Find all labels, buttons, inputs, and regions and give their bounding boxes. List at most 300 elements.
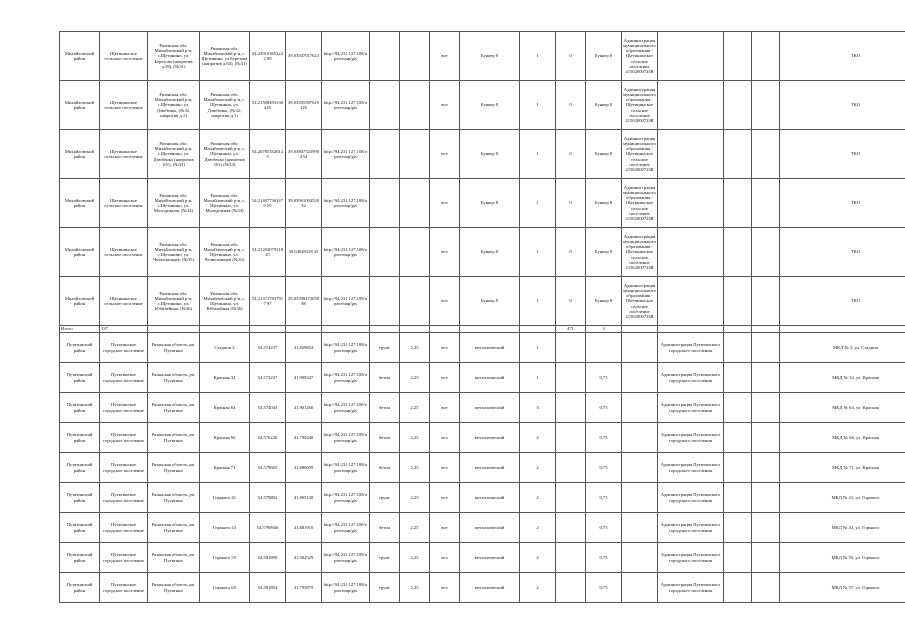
cell-street: Горького 55 [200,543,250,573]
cell-bunker: Бункер 8 [460,179,520,228]
cell-url: http://94.231.127.108/open-map/gis [322,543,370,573]
cell-material: металлический [460,513,520,543]
cell-addr: МКД № 57, ул. Горького [780,573,905,603]
cell-blank1 [370,179,400,228]
cell-addr: МКД № 71, ул. Красная [780,453,905,483]
cell-url: http://94.231.127.108/open-map/gis [322,423,370,453]
cell-addr: МКД № 2, ул. Стадион [780,333,905,363]
cell-owner: Администрация Путятинского городского поселения [658,363,724,393]
cell-zero: 0 [556,130,586,179]
cell-district: Путятинский район [60,453,100,483]
cell-tko: ТКО [780,228,905,277]
cell-lat: 54,20785332012 5 [250,130,286,179]
cell-surface: грунт [370,543,400,573]
cell-count: 2 [520,483,556,513]
cell-surface: грунт [370,483,400,513]
total-zero: 3 [586,326,622,333]
table-row [60,543,905,573]
cell-area: 2,25 [400,423,430,453]
cell-addr: МКД № 66, ул. Красная [780,423,905,453]
cell-blank2 [400,228,430,277]
cell-street: Горького 41 [200,483,250,513]
cell-addr: МКД № 43, ул. Горького [780,513,905,543]
cell-lat: 54,574043 [250,393,286,423]
cell-empty [752,179,780,228]
cell-vol: 0,75 [586,483,622,513]
cell-empty [724,423,752,453]
cell-district: Михайловский район [60,130,100,179]
cell-blank1 [370,228,400,277]
cell-blank3 [658,81,724,130]
cell-district: Михайловский район [60,179,100,228]
cell-settlement: Щетининское сельское поселение [100,32,148,81]
cell-tko: ТКО [780,179,905,228]
cell-empty [622,393,658,423]
cell-lon: 41,886609 [286,453,322,483]
cell-type: все [430,423,460,453]
cell-surface: грунт [370,333,400,363]
cell-blank3 [658,32,724,81]
cell-url: http://94.231.127.108/open-map/gis [322,393,370,423]
cell-type: все [430,363,460,393]
cell-empty [752,277,780,326]
cell-empty [724,333,752,363]
cell-blank4 [724,179,752,228]
cell-count: 1 [520,363,556,393]
cell-url: http://94.231.127.108/open-map/gis [322,363,370,393]
cell-type: все [430,277,460,326]
cell-street: Красная 71 [200,453,250,483]
cell-lat: 54,581899 [250,543,286,573]
cell-district: Путятинский район [60,573,100,603]
section-mikhailovsky [60,32,905,326]
cell-lat: 54,578665 [250,453,286,483]
cell-vol [586,333,622,363]
cell-lat: 54,239103653222 89 [250,32,286,81]
cell-lon: 39,03505587619 125 [286,81,322,130]
cell-zero: 0 [556,81,586,130]
cell-district: Путятинский район [60,393,100,423]
cell-lon: 41,909347 [286,363,322,393]
cell-zero: 0 [556,277,586,326]
cell-empty [556,543,586,573]
cell-district: Путятинский район [60,333,100,363]
cell-area: 2,25 [400,513,430,543]
cell-settlement: Путятинское городское поселение [100,453,148,483]
cell-blank4 [724,81,752,130]
cell-empty [752,81,780,130]
table-row [60,333,905,363]
table-row [60,453,905,483]
cell-region: Рязанская область, рп. Путятино [148,513,200,543]
cell-lat: 54,572237 [250,363,286,393]
table-row [60,483,905,513]
cell-bunker2: Бункер 8 [586,228,622,277]
cell-settlement: Щетининское сельское поселение [100,81,148,130]
table-row [60,573,905,603]
cell-owner: Администрация муниципального образования - Щетининское сельское поселение 2150200072ЗЯ [622,277,658,326]
cell-count: 3 [520,393,556,423]
cell-count: 2 [520,513,556,543]
cell-url: http://94.231.127.108/open-map/gis [322,228,370,277]
cell-vol: 0,75 [586,393,622,423]
cell-address: Рязанская обл. Михайловский р-н, с.Щетинино, ул. Березова (напротив д.59), (№31) [148,32,200,81]
cell-empty [622,543,658,573]
cell-lon: 41,895138 [286,483,322,513]
table-row [60,130,905,179]
cell-empty [556,333,586,363]
cell-owner: Администрация муниципального образования - Щетининское сельское поселение 2150200072ЗЯ [622,32,658,81]
cell-lat: 54,5798946 [250,513,286,543]
cell-settlement: Путятинское городское поселение [100,513,148,543]
cell-bunker2: Бункер 8 [586,32,622,81]
cell-lat: 54,21203079318 25 [250,228,286,277]
cell-addr: МКД № 41, ул. Горького [780,483,905,513]
cell-vol: 0,75 [586,453,622,483]
total-label: Итого [60,326,100,333]
cell-street: Красная 34 [200,363,250,393]
cell-empty [724,543,752,573]
cell-count: 1 [520,81,556,130]
cell-owner: Администрация муниципального образования - Щетининское сельское поселение 2150200072ЗЯ [622,228,658,277]
cell-url: http://94.231.127.108/open-map/gis [322,81,370,130]
cell-lon: 39,03598473039 88 [286,277,322,326]
cell-district: Михайловский район [60,277,100,326]
cell-type: все [430,483,460,513]
cell-area: 2,25 [400,453,430,483]
cell-settlement: Щетининское сельское поселение [100,277,148,326]
cell-owner: Администрация Путятинского городского поселения [658,513,724,543]
cell-street: Стадион 2 [200,333,250,363]
cell-settlement: Путятинское городское поселение [100,393,148,423]
cell-empty [622,423,658,453]
table-row [60,513,905,543]
cell-bunker2: Бункер 8 [586,130,622,179]
cell-region: Рязанская область, рп. Путятино [148,543,200,573]
cell-count: 2 [520,423,556,453]
cell-empty [622,333,658,363]
cell-type: все [430,543,460,573]
cell-empty [622,483,658,513]
cell-lon: 41,829834 [286,333,322,363]
cell-settlement: Путятинское городское поселение [100,333,148,363]
cell-addr: МКД № 55, ул. Горького [780,543,905,573]
cell-address: Рязанская обл. Михайловский р-н, с.Щетинино, ул. Челюскинцев, (№35) [148,228,200,277]
cell-district: Михайловский район [60,32,100,81]
cell-empty [556,513,586,543]
cell-url: http://94.231.127.108/open-map/gis [322,130,370,179]
cell-settlement: Путятинское городское поселение [100,423,148,453]
cell-empty [556,363,586,393]
cell-type: все [430,573,460,603]
cell-tko: ТКО [780,277,905,326]
cell-lat: 54,576226 [250,423,286,453]
cell-count: 1 [520,277,556,326]
cell-blank3 [658,130,724,179]
total-count: 471 [556,326,586,333]
cell-zero: 0 [556,32,586,81]
cell-district: Путятинский район [60,423,100,453]
cell-type: все [430,130,460,179]
cell-region: Рязанская область, рп. Путятино [148,393,200,423]
cell-blank4 [724,130,752,179]
cell-lat: 54,214077363470 59 [250,179,286,228]
cell-settlement: Путятинское городское поселение [100,543,148,573]
cell-bunker: Бункер 8 [460,228,520,277]
cell-blank2 [400,277,430,326]
table-row [60,423,905,453]
cell-region: Рязанская область, рп. Путятино [148,363,200,393]
cell-surface: бетон [370,393,400,423]
cell-vol: 0,75 [586,363,622,393]
cell-empty [724,513,752,543]
cell-surface: бетон [370,513,400,543]
cell-lon: 39,03947017623 [286,32,322,81]
cell-street: Красная 66 [200,423,250,453]
cell-empty [622,573,658,603]
cell-count: 1 [520,333,556,363]
cell-region: Рязанская область, рп. Путятино [148,423,200,453]
cell-empty [724,453,752,483]
cell-bunker: Бункер 8 [460,130,520,179]
cell-tko: ТКО [780,32,905,81]
cell-street: Горького 43 [200,513,250,543]
cell-count: 1 [520,130,556,179]
cell-area: 2,25 [400,573,430,603]
cell-blank1 [370,277,400,326]
cell-material: металлический [460,453,520,483]
cell-address2: Рязанская обл. Михайловский р-н, с. Щетинино, ул. Юбилейная (№36) [200,277,250,326]
table-row [60,363,905,393]
cell-surface: бетон [370,363,400,393]
cell-url: http://94.231.127.108/open-map/gis [322,453,370,483]
cell-blank1 [370,32,400,81]
cell-street: Горького 65 [200,573,250,603]
cell-count: 2 [520,573,556,603]
cell-bunker: Бункер 8 [460,32,520,81]
cell-empty [556,393,586,423]
cell-lon: 41,799448 [286,423,322,453]
cell-district: Путятинский район [60,483,100,513]
cell-blank2 [400,81,430,130]
cell-lat: 54,213717837917 97 [250,277,286,326]
cell-lon: 39,03807523990 234 [286,130,322,179]
cell-material: металлический [460,543,520,573]
cell-url: http://94.231.127.108/open-map/gis [322,179,370,228]
cell-owner: Администрация Путятинского городского поселения [658,573,724,603]
cell-blank1 [370,130,400,179]
cell-count: 1 [520,228,556,277]
cell-lat: 54,21508493136445 [250,81,286,130]
cell-settlement: Щетининское сельское поселение [100,130,148,179]
cell-address: Рязанская обл. Михайловский р-н, с.Щетинино, ул. Дзюбенко, (№32, напротив д.1) [148,81,200,130]
cell-empty [752,363,780,393]
cell-owner: Администрация Путятинского городского поселения [658,333,724,363]
cell-empty [556,453,586,483]
cell-address2: Рязанская обл. Михайловский р-н, с. Щетинино, ул. Дзюбенко (напротив 101) (№33) [200,130,250,179]
cell-district: Михайловский район [60,228,100,277]
cell-type: все [430,393,460,423]
cell-street: Красная 64 [200,393,250,423]
cell-empty [556,573,586,603]
cell-addr: МКД № 64, ул. Красная [780,393,905,423]
cell-district: Путятинский район [60,543,100,573]
cell-lat: 54,579802 [250,483,286,513]
cell-empty [724,573,752,603]
cell-empty [752,393,780,423]
cell-area: 2,25 [400,333,430,363]
cell-empty [752,130,780,179]
table-row [60,228,905,277]
cell-blank3 [658,228,724,277]
table-row [60,277,905,326]
containers-registry-table [59,31,905,603]
cell-empty [622,453,658,483]
cell-address2: Рязанская обл. Михайловский р-н, с. Щетинино, ул Березова (напротив д.64), (№31) [200,32,250,81]
cell-surface: бетон [370,423,400,453]
cell-bunker2: Бункер 8 [586,81,622,130]
cell-region: Рязанская область, рп. Путятино [148,573,200,603]
cell-address: Рязанская обл. Михайловский р-н, с.Щетинино, ул. Юбилейная, (№36) [148,277,200,326]
cell-empty [752,513,780,543]
cell-blank2 [400,179,430,228]
cell-type: все [430,333,460,363]
cell-type: все [430,513,460,543]
cell-material: металлический [460,423,520,453]
cell-region: Рязанская область, рп. Путятино [148,483,200,513]
cell-settlement: Путятинское городское поселение [100,363,148,393]
cell-empty [752,543,780,573]
cell-address: Рязанская обл. Михайловский р-н, с.Щетинино, ул. Дзюбенко (напротив 101), (№33) [148,130,200,179]
cell-blank1 [370,81,400,130]
cell-lat: 54,581894 [250,573,286,603]
cell-owner: Администрация Путятинского городского поселения [658,543,724,573]
cell-blank3 [658,179,724,228]
table-row [60,81,905,130]
cell-surface: бетон [370,453,400,483]
cell-material: металлический [460,363,520,393]
cell-owner: Администрация муниципального образования - Щетининское сельское поселение 2150200072ЗЯ [622,81,658,130]
cell-zero: 0 [556,228,586,277]
section-putyatinsky [60,333,905,603]
cell-owner: Администрация Путятинского городского поселения [658,393,724,423]
total-row [60,326,905,333]
cell-address2: Рязанская обл. Михайловский р-н, с. Щетинино, ул. Молодежная (№34) [200,179,250,228]
cell-url: http://94.231.127.108/open-map/gis [322,277,370,326]
cell-count: 2 [520,453,556,483]
cell-lon: 41,795879 [286,573,322,603]
total-value: 137 [100,326,148,333]
cell-lon: 41,881910 [286,513,322,543]
cell-empty [752,228,780,277]
cell-empty [622,363,658,393]
cell-vol: 0,75 [586,543,622,573]
cell-owner: Администрация муниципального образования - Щетининское сельское поселение 2150200072ЗЯ [622,130,658,179]
cell-empty [752,32,780,81]
cell-empty [724,483,752,513]
cell-empty [752,423,780,453]
cell-empty [622,513,658,543]
cell-tko: ТКО [780,130,905,179]
cell-empty [752,483,780,513]
cell-owner: Администрация Путятинского городского поселения [658,423,724,453]
cell-count: 2 [520,543,556,573]
cell-settlement: Щетининское сельское поселение [100,179,148,228]
cell-area: 2,25 [400,543,430,573]
cell-type: все [430,81,460,130]
cell-empty [752,573,780,603]
cell-blank3 [658,277,724,326]
cell-blank2 [400,32,430,81]
cell-zero: 0 [556,179,586,228]
cell-count: 1 [520,32,556,81]
cell-type: все [430,179,460,228]
table-row [60,393,905,423]
cell-address2: Рязанская обл. Михайловский р-н, с. Щетинино, ул. Челюскинцев (№35) [200,228,250,277]
cell-lon: 39,03961004520 52 [286,179,322,228]
cell-owner: Администрация Путятинского городского поселения [658,483,724,513]
cell-empty [724,393,752,423]
cell-blank2 [400,130,430,179]
cell-settlement: Щетининское сельское поселение [100,228,148,277]
cell-blank4 [724,228,752,277]
cell-type: все [430,453,460,483]
cell-bunker2: Бункер 8 [586,277,622,326]
cell-vol: 0,75 [586,573,622,603]
cell-material: металлический [460,393,520,423]
cell-count: 1 [520,179,556,228]
cell-empty [752,453,780,483]
cell-empty [556,423,586,453]
cell-blank4 [724,277,752,326]
cell-vol: 0,75 [586,423,622,453]
cell-region: Рязанская область, рп. Путятино [148,333,200,363]
cell-empty [556,483,586,513]
cell-material: металлический [460,573,520,603]
cell-address: Рязанская обл. Михайловский р-н, с.Щетинино, ул. Молодежная, (№34) [148,179,200,228]
cell-empty [724,363,752,393]
table-row [60,32,905,81]
cell-url: http://94.231.127.108/open-map/gis [322,32,370,81]
table-row [60,179,905,228]
cell-region: Рязанская область, рп. Путятино [148,453,200,483]
cell-url: http://94.231.127.108/open-map/gis [322,483,370,513]
cell-tko: ТКО [780,81,905,130]
cell-settlement: Путятинское городское поселение [100,573,148,603]
cell-addr: МКД № 34, ул. Красная [780,363,905,393]
cell-vol: 0,75 [586,513,622,543]
cell-area: 2,25 [400,363,430,393]
cell-area: 2,25 [400,393,430,423]
cell-material: металлический [460,333,520,363]
cell-area: 2,25 [400,483,430,513]
cell-url: http://94.231.127.108/open-map/gis [322,333,370,363]
cell-lat: 54,574237 [250,333,286,363]
cell-district: Путятинский район [60,363,100,393]
cell-address2: Рязанская обл. Михайловский р-н, с. Щетинино, ул. Дзюбенко, (№32, напротив д.1) [200,81,250,130]
cell-type: все [430,32,460,81]
cell-bunker: Бункер 8 [460,81,520,130]
cell-surface: грунт [370,573,400,603]
cell-type: все [430,228,460,277]
cell-url: http://94.231.127.108/open-map/gis [322,573,370,603]
cell-settlement: Путятинское городское поселение [100,483,148,513]
cell-district: Путятинский район [60,513,100,543]
cell-bunker: Бункер 8 [460,277,520,326]
cell-district: Михайловский район [60,81,100,130]
cell-lon: 41,902529 [286,543,322,573]
total-row-group [60,326,905,333]
